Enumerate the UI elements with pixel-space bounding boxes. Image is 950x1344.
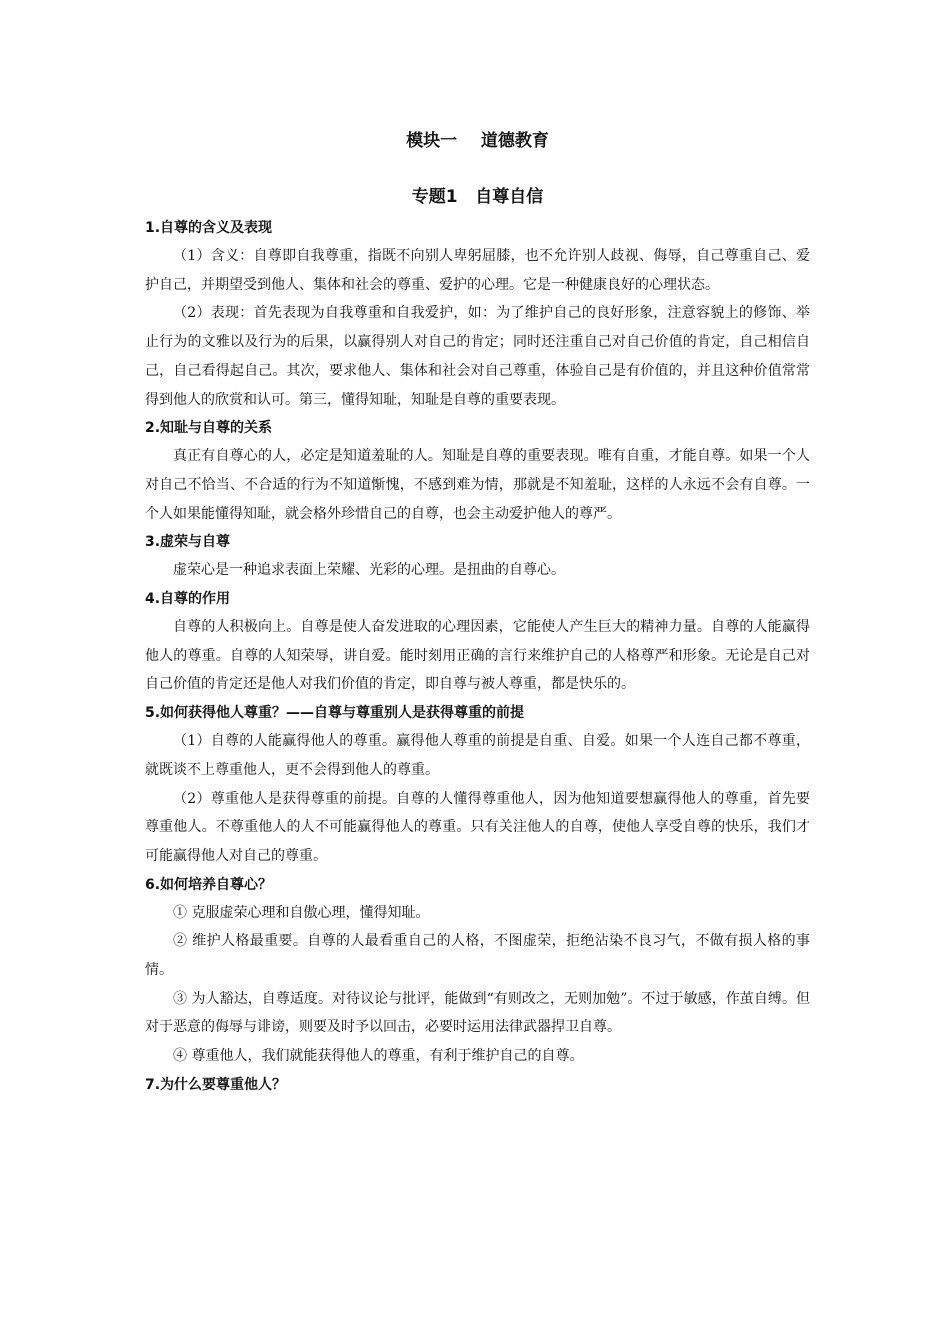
section-heading: 4.自尊的作用 (145, 591, 231, 608)
section-5 (145, 699, 810, 871)
section-heading: 1.自尊的含义及表现 (145, 220, 273, 236)
section-7 (145, 1071, 810, 1099)
paragraph: （2）表现：首先表现为自我尊重和自我爱护，如：为了维护自己的良好形象，注意容貌上的修饰、举止行为的文雅以及行为的后果，以赢得别人对自己的肯定；同时还注重自己对自己价值的肯定，自己相信自己，自己看得起自己。其次，要求他人、集体和社会对自己尊重，体验自己是有价值的，并且这种价值常常得到他人的欣赏和认可。第三，懂得知耻，知耻是自尊的重要表现。 (145, 305, 810, 408)
paragraph: （2）尊重他人是获得尊重的前提。自尊的人懂得尊重他人，因为他知道要想赢得他人的尊重，首先要尊重他人。不尊重他人的人不可能赢得他人的尊重。只有关注他人的自尊，使他人享受自尊的快乐，我们才可能赢得他人对自己的尊重。 (145, 790, 810, 864)
section-heading: 3.虚荣与自尊 (145, 534, 231, 551)
section-6 (145, 871, 810, 1071)
list-item: ② 维护人格最重要。自尊的人最看重自己的人格，不图虚荣，拒绝沾染不良习气，不做有损人格的事情。 (145, 933, 810, 979)
topic-title: 专题1 自尊自信 (411, 187, 544, 207)
module-title: 模块一 道德教育 (406, 131, 549, 151)
section-heading: 6.如何培养自尊心？ (145, 876, 273, 893)
section-heading: 7.为什么要尊重他人？ (145, 1076, 287, 1093)
list-item: ④ 尊重他人，我们就能获得他人的尊重，有利于维护自己的自尊。 (173, 1048, 584, 1065)
list-item: ③ 为人豁达，自尊适度。对待议论与批评，能做到“有则改之，无则加勉”。不过于敏感，作茧自缚。但对于恶意的侮辱与诽谤，则要及时予以回击，必要时运用法律武器捍卫自尊。 (145, 990, 810, 1036)
section-3 (145, 528, 810, 585)
paragraph: 自尊的人积极向上。自尊是使人奋发进取的心理因素，它能使人产生巨大的精神力量。自尊的人能赢得他人的尊重。自尊的人知荣辱，讲自爱。能时刻用正确的言行来维护自己的人格尊严和形象。无论是自己对自己价值的肯定还是他人对我们价值的肯定，即自尊与被人尊重，都是快乐的。 (145, 619, 810, 693)
paragraph: 虚荣心是一种追求表面上荣耀、光彩的心理。是扭曲的自尊心。 (173, 562, 565, 579)
paragraph: （1）自尊的人能赢得他人的尊重。赢得他人尊重的前提是自重、自爱。如果一个人连自己都不尊重，就既谈不上尊重他人，更不会得到他人的尊重。 (145, 733, 810, 778)
section-heading: 2.知耻与自尊的关系 (145, 420, 273, 437)
section-4 (145, 585, 810, 699)
section-2 (145, 414, 810, 528)
section-1 (145, 214, 810, 414)
list-item: ① 克服虚荣心理和自傲心理，懂得知耻。 (173, 904, 430, 921)
section-heading: 5.如何获得他人尊重？——自尊与尊重别人是获得尊重的前提 (145, 705, 525, 722)
document-page (145, 128, 810, 1099)
paragraph: 真正有自尊心的人，必定是知道羞耻的人。知耻是自尊的重要表现。唯有自重，才能自尊。如果一个人对自己不恰当、不合适的行为不知道惭愧，不感到难为情，那就是不知羞耻，这样的人永远不会有自尊。一个人如果能懂得知耻，就会格外珍惜自己的自尊，也会主动爱护他人的尊严。 (145, 448, 810, 522)
paragraph: （1）含义：自尊即自我尊重，指既不向别人卑躬屈膝，也不允许别人歧视、侮辱，自己尊重自己、爱护自己，并期望受到他人、集体和社会的尊重、爱护的心理。它是一种健康良好的心理状态。 (145, 248, 810, 293)
